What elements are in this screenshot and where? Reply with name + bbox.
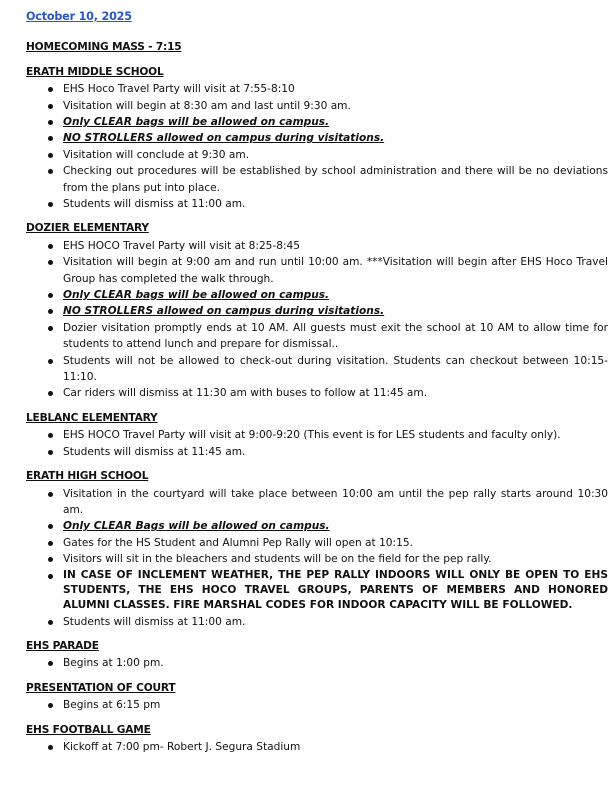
list-item: EHS Hoco Travel Party will visit at 7:55-8:10 xyxy=(63,81,610,97)
list-item: Students will dismiss at 11:00 am. xyxy=(63,196,610,212)
list-item: Dozier visitation promptly ends at 10 AM. All guests must exit the school at 10 AM to allow time for students to attend lunch and prepare for dismissal.. xyxy=(63,320,610,353)
section-bullet-list xyxy=(26,427,610,460)
list-item: Only CLEAR Bags will be allowed on campus. xyxy=(63,518,610,534)
list-item: Visitation will conclude at 9:30 am. xyxy=(63,147,610,163)
schedule-document xyxy=(26,8,610,761)
document-date: October 10, 2025 xyxy=(26,10,132,23)
homecoming-mass-heading: HOMECOMING MASS - 7:15 xyxy=(26,41,182,54)
section-heading: EHS PARADE xyxy=(26,640,99,653)
list-item: Kickoff at 7:00 pm- Robert J. Segura Stadium xyxy=(63,739,610,755)
section-bullet-list xyxy=(26,655,610,671)
list-item: Visitation in the courtyard will take place between 10:00 am until the pep rally starts around 10:30 am. xyxy=(63,486,610,519)
section-heading: DOZIER ELEMENTARY xyxy=(26,222,149,235)
list-item: Students will dismiss at 11:45 am. xyxy=(63,444,610,460)
section-bullet-list xyxy=(26,739,610,755)
schedule-section xyxy=(26,468,610,630)
section-heading: ERATH HIGH SCHOOL xyxy=(26,470,149,483)
section-bullet-list xyxy=(26,238,610,402)
list-item: Only CLEAR bags will be allowed on campus. xyxy=(63,114,610,130)
list-item: NO STROLLERS allowed on campus during visitations. xyxy=(63,130,610,146)
list-item: Visitation will begin at 8:30 am and last until 9:30 am. xyxy=(63,98,610,114)
list-item: Begins at 6:15 pm xyxy=(63,697,610,713)
list-item: Visitation will begin at 9:00 am and run until 10:00 am. ***Visitation will begin after EHS Hoco Travel Group has completed the walk through. xyxy=(63,254,610,287)
list-item: IN CASE OF INCLEMENT WEATHER, THE PEP RALLY INDOORS WILL ONLY BE OPEN TO EHS STUDENTS, THE EHS HOCO TRAVEL GROUPS, PARENTS OF MEMBERS AND HONORED ALUMNI CLASSES. FIRE MARSHAL CODES FOR INDOOR CAPACITY WILL BE FOLLOWED. xyxy=(63,568,610,614)
list-item: Students will not be allowed to check-out during visitation. Students can checkout between 10:15-11:10. xyxy=(63,353,610,386)
schedule-section xyxy=(26,638,610,672)
list-item: Checking out procedures will be established by school administration and there will be no deviations from the plans put into place. xyxy=(63,163,610,196)
list-item: Gates for the HS Student and Alumni Pep Rally will open at 10:15. xyxy=(63,535,610,551)
schedule-section xyxy=(26,64,610,213)
list-item: EHS HOCO Travel Party will visit at 8:25-8:45 xyxy=(63,238,610,254)
list-item: Students will dismiss at 11:00 am. xyxy=(63,614,610,630)
section-heading: ERATH MIDDLE SCHOOL xyxy=(26,65,164,78)
section-bullet-list xyxy=(26,486,610,631)
schedule-section xyxy=(26,410,610,460)
list-item: NO STROLLERS allowed on campus during visitations. xyxy=(63,303,610,319)
list-item: Car riders will dismiss at 11:30 am with buses to follow at 11:45 am. xyxy=(63,385,610,401)
schedule-section xyxy=(26,680,610,714)
schedule-section xyxy=(26,722,610,756)
list-item: EHS HOCO Travel Party will visit at 9:00-9:20 (This event is for LES students and faculty only). xyxy=(63,427,610,443)
section-heading: PRESENTATION OF COURT xyxy=(26,681,176,694)
schedule-section xyxy=(26,220,610,401)
section-heading: LEBLANC ELEMENTARY xyxy=(26,411,158,424)
section-bullet-list xyxy=(26,81,610,212)
list-item: Visitors will sit in the bleachers and students will be on the field for the pep rally. xyxy=(63,551,610,567)
list-item: Begins at 1:00 pm. xyxy=(63,655,610,671)
section-heading: EHS FOOTBALL GAME xyxy=(26,723,151,736)
sections-container xyxy=(26,64,610,756)
section-bullet-list xyxy=(26,697,610,713)
list-item: Only CLEAR bags will be allowed on campus. xyxy=(63,287,610,303)
